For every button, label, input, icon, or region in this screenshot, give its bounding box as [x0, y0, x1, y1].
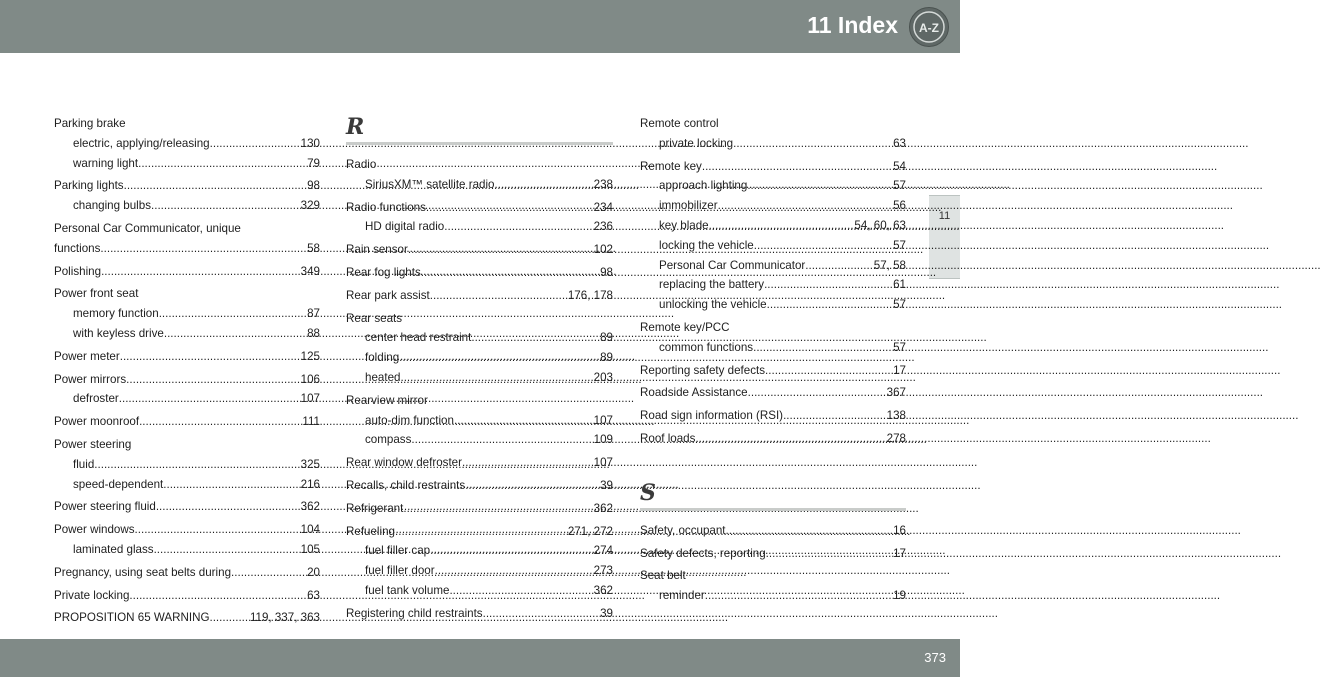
page-number: 373 — [924, 650, 946, 665]
entry-term: Power moonroof — [54, 415, 140, 429]
entry-term: common functions — [659, 340, 754, 354]
entry-page: 138 — [886, 409, 906, 423]
index-group — [346, 240, 613, 260]
index-subentry — [640, 216, 906, 236]
index-group — [346, 391, 613, 450]
index-entry — [640, 114, 906, 134]
leader-dots — [399, 348, 595, 368]
leader-dots — [395, 522, 563, 542]
svg-text:A-Z: A-Z — [919, 21, 939, 35]
entry-term: Rear fog lights — [346, 265, 421, 279]
entry-page: 54, 60, 63 — [854, 218, 906, 232]
entry-term: approach lighting — [659, 179, 748, 193]
index-subentry — [54, 475, 320, 495]
index-group — [640, 114, 906, 154]
entry-term: speed-dependent — [73, 477, 164, 491]
entry-page: 278 — [886, 431, 906, 445]
entry-term: Power mirrors — [54, 372, 127, 386]
leader-dots — [210, 134, 296, 154]
index-entry — [54, 347, 320, 367]
entry-page: 57 — [893, 179, 906, 193]
index-entry — [54, 176, 320, 196]
entry-page: 107 — [593, 456, 613, 470]
page-header — [0, 0, 960, 53]
entry-term: replacing the battery — [659, 278, 765, 292]
entry-term: Pregnancy, using seat belts during — [54, 565, 232, 579]
entry-term: Refrigerant — [346, 501, 404, 515]
entry-term: heated — [365, 370, 401, 384]
index-entry — [640, 406, 906, 426]
entry-term: Private locking — [54, 588, 130, 602]
index-subentry — [346, 561, 613, 581]
entry-page: 273 — [593, 564, 613, 578]
entry-page: 57 — [893, 298, 906, 312]
index-group — [346, 155, 613, 195]
leader-dots — [400, 368, 588, 388]
entry-page: 236 — [593, 220, 613, 234]
index-subentry — [640, 256, 906, 276]
entry-term: Personal Car Communicator, unique — [54, 221, 241, 235]
leader-dots — [764, 275, 888, 295]
index-subentry — [346, 217, 613, 237]
entry-term: Rear seats — [346, 311, 403, 325]
index-group — [640, 361, 906, 381]
leader-dots — [726, 521, 889, 541]
index-subentry — [346, 348, 613, 368]
entry-page: 98 — [600, 265, 613, 279]
index-group — [640, 521, 906, 541]
entry-term: Parking brake — [54, 117, 126, 130]
index-group — [54, 219, 320, 259]
index-subentry — [346, 411, 613, 431]
index-subentry — [54, 455, 320, 475]
entry-page: 58 — [307, 241, 320, 255]
leader-dots — [754, 236, 888, 256]
a-z-icon — [909, 7, 949, 47]
entry-page: 107 — [300, 392, 320, 406]
leader-dots — [135, 520, 296, 540]
leader-dots — [94, 455, 295, 475]
entry-term: center head restraint — [365, 331, 472, 345]
index-subentry — [346, 581, 613, 601]
entry-page: 56 — [893, 199, 906, 213]
entry-term: immobilizer — [659, 199, 718, 213]
entry-page: 362 — [593, 501, 613, 515]
leader-dots — [449, 581, 588, 601]
leader-dots — [430, 286, 563, 306]
leader-dots — [151, 196, 296, 216]
leader-dots — [483, 604, 595, 624]
leader-dots — [783, 406, 882, 426]
index-column-2 — [346, 114, 613, 627]
leader-dots — [748, 383, 882, 403]
entry-term: Personal Car Communicator — [659, 258, 806, 272]
leader-dots — [747, 176, 888, 196]
entry-term: auto-dim function — [365, 413, 454, 427]
leader-dots — [100, 239, 302, 259]
entry-term: Refueling — [346, 524, 395, 538]
index-entry — [640, 566, 906, 586]
entry-page: 17 — [893, 546, 906, 560]
index-entry — [54, 497, 320, 517]
entry-page: 57, 58 — [873, 258, 906, 272]
entry-page: 63 — [893, 136, 906, 150]
index-group — [346, 198, 613, 238]
index-group — [346, 499, 613, 519]
entry-term: Seat belt — [640, 569, 686, 583]
index-subentry — [54, 154, 320, 174]
leader-dots — [462, 453, 589, 473]
entry-page: 176, 178 — [567, 288, 613, 302]
entry-term: locking the vehicle — [659, 238, 754, 252]
entry-term: Power windows — [54, 523, 135, 537]
index-subentry — [346, 328, 613, 348]
leader-dots — [421, 263, 595, 283]
leader-dots — [213, 608, 245, 628]
entry-term: electric, applying/releasing — [73, 136, 210, 150]
entry-term: Road sign information (RSI) — [640, 409, 784, 423]
entry-term: reminder — [659, 589, 705, 603]
index-group — [640, 406, 906, 426]
entry-page: 88 — [307, 326, 320, 340]
leader-dots — [695, 429, 881, 449]
leader-dots — [718, 196, 888, 216]
entry-page: 119, 337, 363 — [249, 611, 320, 625]
entry-term: folding — [365, 351, 400, 365]
entry-page: 63 — [307, 588, 320, 602]
entry-term: Parking lights — [54, 179, 124, 193]
entry-term: Power meter — [54, 349, 120, 363]
index-entry — [346, 453, 613, 473]
entry-page: 16 — [893, 523, 906, 537]
entry-page: 107 — [593, 413, 613, 427]
entry-page: 57 — [893, 340, 906, 354]
entry-page: 349 — [300, 264, 320, 278]
entry-page: 234 — [593, 200, 613, 214]
entry-page: 106 — [300, 372, 320, 386]
entry-page: 105 — [300, 542, 320, 556]
section-letter-r: R — [346, 114, 365, 140]
entry-page: 203 — [593, 370, 613, 384]
index-group — [640, 383, 906, 403]
leader-dots — [159, 304, 302, 324]
entry-page: 329 — [300, 199, 320, 213]
leader-dots — [231, 563, 302, 583]
index-subentry — [346, 541, 613, 561]
entry-term: Rain sensor — [346, 243, 408, 257]
index-subentry — [640, 586, 906, 606]
index-entry — [346, 309, 613, 329]
index-subentry — [640, 134, 906, 154]
index-subentry — [640, 176, 906, 196]
leader-dots — [426, 198, 589, 218]
entry-term: warning light — [73, 156, 139, 170]
index-entry — [54, 219, 320, 239]
entry-term: Polishing — [54, 264, 102, 278]
index-subentry — [640, 338, 906, 358]
leader-dots — [805, 256, 869, 276]
entry-term: Rearview mirror — [346, 393, 428, 407]
index-group — [54, 520, 320, 560]
index-subentry — [54, 324, 320, 344]
index-group — [54, 284, 320, 343]
leader-dots — [164, 324, 302, 344]
leader-dots — [119, 389, 296, 409]
entry-page: 61 — [893, 278, 906, 292]
entry-term: functions — [54, 241, 101, 255]
index-subentry — [640, 295, 906, 315]
index-entry — [640, 383, 906, 403]
index-list-s — [640, 521, 906, 606]
index-group — [640, 318, 906, 358]
index-group — [346, 309, 613, 388]
entry-page: 87 — [307, 307, 320, 321]
entry-term: Remote key/PCC — [640, 320, 730, 334]
leader-dots — [411, 430, 588, 450]
leader-dots — [733, 134, 888, 154]
entry-page: 125 — [300, 349, 320, 363]
index-group — [54, 435, 320, 494]
index-subentry — [346, 430, 613, 450]
entry-page: 109 — [593, 433, 613, 447]
index-group — [346, 286, 613, 306]
leader-dots — [430, 541, 589, 561]
index-column-3 — [640, 114, 906, 609]
index-entry — [54, 435, 320, 455]
leader-dots — [408, 240, 589, 260]
entry-term: Radio functions — [346, 200, 426, 214]
entry-page: 20 — [307, 565, 320, 579]
index-subentry — [640, 196, 906, 216]
index-group — [54, 176, 320, 216]
leader-dots — [767, 295, 888, 315]
index-group — [640, 157, 906, 315]
entry-page: 89 — [600, 351, 613, 365]
leader-dots — [444, 217, 588, 237]
entry-term: Rear window defroster — [346, 456, 462, 470]
index-group — [346, 476, 613, 496]
leader-dots — [766, 544, 888, 564]
index-group — [346, 263, 613, 283]
entry-term: key blade — [659, 218, 709, 232]
entry-term: Power front seat — [54, 287, 139, 301]
index-entry — [346, 198, 613, 218]
entry-page: 57 — [893, 238, 906, 252]
entry-term: SiriusXM™ satellite radio — [365, 177, 495, 191]
index-group — [54, 347, 320, 367]
entry-term: PROPOSITION 65 WARNING. — [54, 611, 213, 625]
entry-term: fuel tank volume — [365, 583, 450, 597]
entry-page: 130 — [300, 136, 320, 150]
entry-page: 19 — [893, 589, 906, 603]
entry-term: Safety defects, reporting — [640, 546, 766, 560]
index-entry — [346, 499, 613, 519]
entry-term: Power steering fluid — [54, 500, 156, 514]
entry-page: 362 — [593, 583, 613, 597]
index-group — [54, 114, 320, 173]
index-group — [54, 608, 320, 628]
index-entry — [640, 429, 906, 449]
chapter-title: 11 Index — [807, 12, 898, 38]
leader-dots — [124, 176, 302, 196]
index-subentry — [54, 540, 320, 560]
entry-term: Remote control — [640, 117, 719, 130]
leader-dots — [139, 412, 297, 432]
leader-dots — [129, 586, 302, 606]
entry-term: memory function — [73, 307, 159, 321]
leader-dots — [403, 499, 588, 519]
leader-dots — [465, 476, 595, 496]
entry-term: fluid — [73, 457, 95, 471]
entry-term: Reporting safety defects — [640, 363, 766, 377]
index-list-r-cont — [640, 114, 906, 449]
entry-term: HD digital radio — [365, 220, 445, 234]
section-letter-s: S — [640, 479, 656, 506]
entry-page: 104 — [300, 523, 320, 537]
entry-term: Registering child restraints — [346, 606, 483, 620]
index-entry — [54, 586, 320, 606]
entry-term: Safety, occupant — [640, 523, 726, 537]
entry-term: Remote key — [640, 159, 702, 173]
entry-page: 274 — [593, 544, 613, 558]
index-group — [54, 586, 320, 606]
index-entry — [346, 263, 613, 283]
index-entry — [346, 522, 613, 542]
index-group — [54, 412, 320, 432]
index-subentry — [640, 236, 906, 256]
index-group — [54, 563, 320, 583]
leader-dots — [138, 154, 302, 174]
entry-page: 111 — [302, 415, 320, 429]
leader-dots — [454, 411, 589, 431]
entry-page: 367 — [886, 386, 906, 400]
index-subentry — [54, 304, 320, 324]
entry-term: Recalls, child restraints — [346, 478, 466, 492]
entry-page: 89 — [600, 331, 613, 345]
section-divider — [346, 142, 613, 145]
entry-page: 79 — [307, 156, 320, 170]
index-entry — [640, 361, 906, 381]
section-divider — [640, 508, 906, 511]
entry-page: 98 — [307, 179, 320, 193]
entry-page: 362 — [300, 500, 320, 514]
entry-page: 17 — [893, 363, 906, 377]
leader-dots — [709, 216, 850, 236]
entry-page: 325 — [300, 457, 320, 471]
index-entry — [346, 286, 613, 306]
entry-page: 102 — [593, 243, 613, 257]
index-entry — [54, 412, 320, 432]
leader-dots — [156, 497, 296, 517]
index-entry — [640, 318, 906, 338]
leader-dots — [120, 347, 296, 367]
index-group — [54, 497, 320, 517]
leader-dots — [702, 157, 888, 177]
entry-term: laminated glass — [73, 542, 154, 556]
index-entry — [346, 604, 613, 624]
entry-term: with keyless drive — [73, 326, 164, 340]
index-subentry — [54, 134, 320, 154]
entry-page: 39 — [600, 606, 613, 620]
index-subentry — [346, 175, 613, 195]
leader-dots — [765, 361, 888, 381]
entry-term: Roof loads — [640, 431, 696, 445]
side-tab-label: 11 — [938, 210, 951, 222]
entry-page: 39 — [600, 478, 613, 492]
index-column-1 — [54, 114, 320, 631]
index-entry — [54, 239, 320, 259]
index-entry — [640, 521, 906, 541]
index-subentry — [346, 368, 613, 388]
entry-page: 216 — [300, 477, 320, 491]
entry-term: Radio — [346, 158, 377, 171]
leader-dots — [163, 475, 295, 495]
leader-dots — [471, 328, 595, 348]
index-group — [346, 453, 613, 473]
index-entry — [54, 563, 320, 583]
index-entry — [54, 262, 320, 282]
leader-dots — [126, 370, 296, 390]
entry-page: 238 — [593, 177, 613, 191]
entry-page: 54 — [893, 159, 906, 173]
index-group — [640, 566, 906, 606]
index-entry — [54, 370, 320, 390]
entry-term: compass — [365, 433, 412, 447]
index-entry — [640, 544, 906, 564]
index-group — [346, 522, 613, 601]
page-footer — [0, 639, 960, 677]
section-spacer — [640, 452, 906, 480]
entry-term: unlocking the vehicle — [659, 298, 767, 312]
index-entry — [54, 520, 320, 540]
index-entry — [346, 476, 613, 496]
entry-term: fuel filler cap — [365, 544, 431, 558]
leader-dots — [154, 540, 296, 560]
entry-term: private locking — [659, 136, 734, 150]
index-entry — [640, 157, 906, 177]
index-group — [640, 544, 906, 564]
leader-dots — [495, 175, 589, 195]
index-group — [640, 429, 906, 449]
leader-dots — [101, 262, 296, 282]
entry-term: Roadside Assistance — [640, 386, 748, 400]
index-subentry — [54, 389, 320, 409]
leader-dots — [705, 586, 888, 606]
entry-term: Power steering — [54, 437, 132, 451]
index-entry — [54, 608, 320, 628]
index-subentry — [640, 275, 906, 295]
entry-term: fuel filler door — [365, 564, 435, 578]
index-list-r — [346, 155, 613, 624]
index-group — [346, 604, 613, 624]
entry-term: defroster — [73, 392, 119, 406]
index-entry — [54, 284, 320, 304]
index-subentry — [54, 196, 320, 216]
entry-term: changing bulbs — [73, 199, 151, 213]
leader-dots — [435, 561, 589, 581]
index-group — [54, 262, 320, 282]
entry-page: 271, 272 — [567, 524, 613, 538]
index-group — [54, 370, 320, 410]
index-entry — [346, 155, 613, 175]
index-entry — [346, 240, 613, 260]
index-entry — [54, 114, 320, 134]
entry-term: Rear park assist — [346, 288, 430, 302]
index-entry — [346, 391, 613, 411]
leader-dots — [753, 338, 888, 358]
